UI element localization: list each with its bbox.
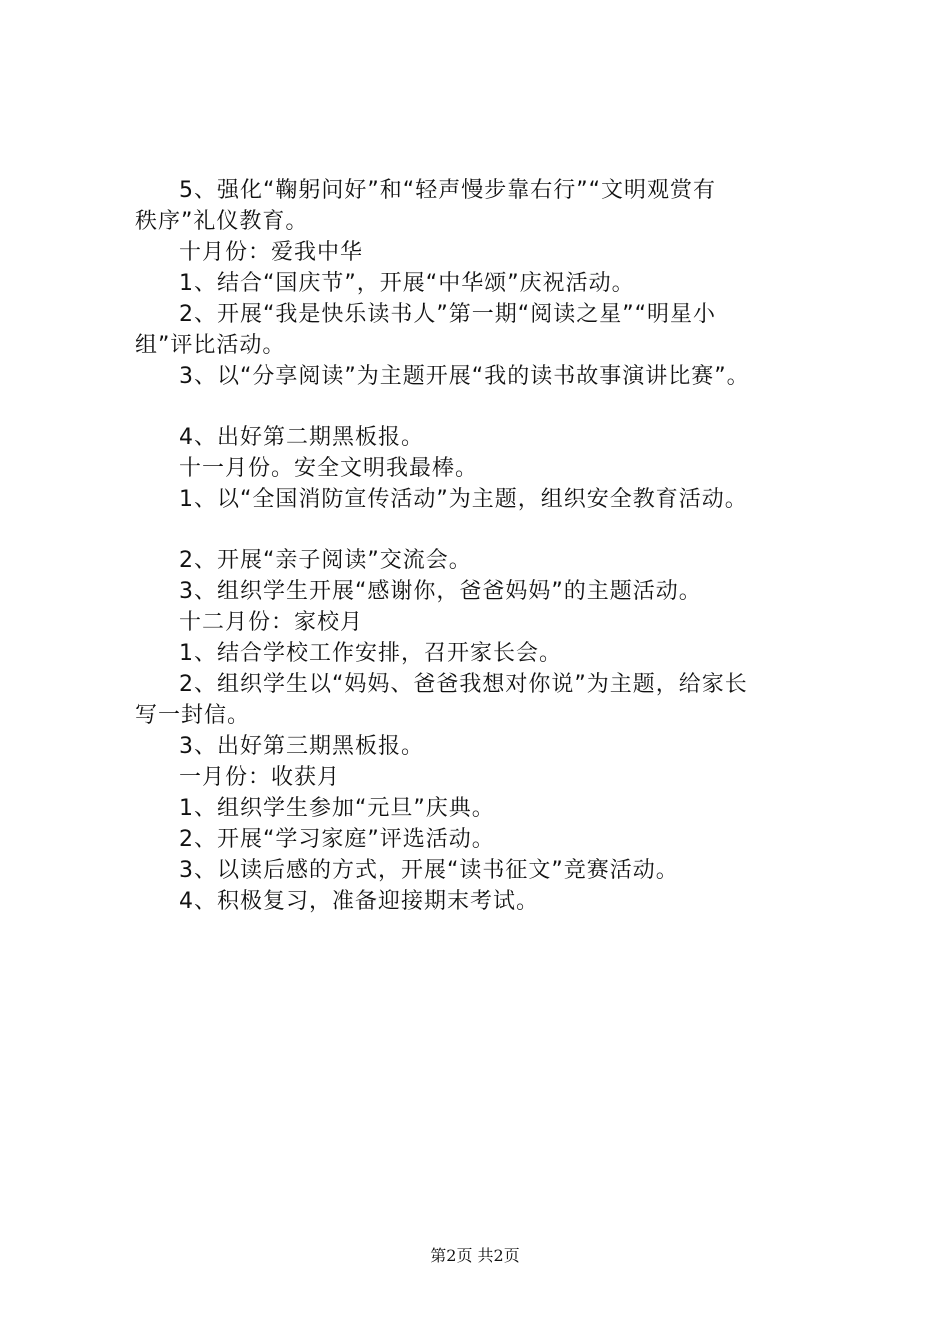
paragraph-line: 组”评比活动。: [135, 333, 286, 358]
paragraph-line: 3、以“分享阅读”为主题开展“我的读书故事演讲比赛”。: [179, 364, 750, 389]
paragraph-line: 1、以“全国消防宣传活动”为主题，组织安全教育活动。: [179, 487, 748, 512]
document-body: [135, 175, 835, 917]
paragraph-line: 3、出好第三期黑板报。: [179, 734, 424, 759]
paragraph-line: 1、组织学生参加“元旦”庆典。: [179, 796, 495, 821]
paragraph-line: 4、积极复习，准备迎接期末考试。: [179, 889, 539, 914]
blank-line: [135, 515, 835, 545]
paragraph-line: 2、开展“学习家庭”评选活动。: [179, 827, 495, 852]
section-heading-january: 一月份：收获月: [179, 765, 341, 790]
paragraph-line: 3、以读后感的方式，开展“读书征文”竞赛活动。: [179, 858, 679, 883]
section-heading-october: 十月份：爱我中华: [179, 240, 364, 265]
paragraph-line: 4、出好第二期黑板报。: [179, 425, 424, 450]
blank-line: [135, 392, 835, 422]
paragraph-line: 1、结合“国庆节”，开展“中华颂”庆祝活动。: [179, 271, 635, 296]
paragraph-line: 写一封信。: [135, 703, 251, 728]
paragraph-line: 秩序”礼仪教育。: [135, 209, 309, 234]
paragraph-line: 5、强化“鞠躬问好”和“轻声慢步靠右行”“文明观赏有: [179, 178, 716, 203]
paragraph-line: 2、开展“亲子阅读”交流会。: [179, 548, 472, 573]
paragraph-line: 1、结合学校工作安排，召开家长会。: [179, 641, 562, 666]
page-number-footer: 第2页 共2页: [430, 1246, 520, 1265]
section-heading-december: 十二月份：家校月: [179, 610, 364, 635]
paragraph-line: 3、组织学生开展“感谢你，爸爸妈妈”的主题活动。: [179, 579, 702, 604]
section-heading-november: 十一月份。安全文明我最棒。: [179, 456, 479, 481]
paragraph-line: 2、组织学生以“妈妈、爸爸我想对你说”为主题，给家长: [179, 672, 748, 697]
paragraph-line: 2、开展“我是快乐读书人”第一期“阅读之星”“明星小: [179, 302, 716, 327]
